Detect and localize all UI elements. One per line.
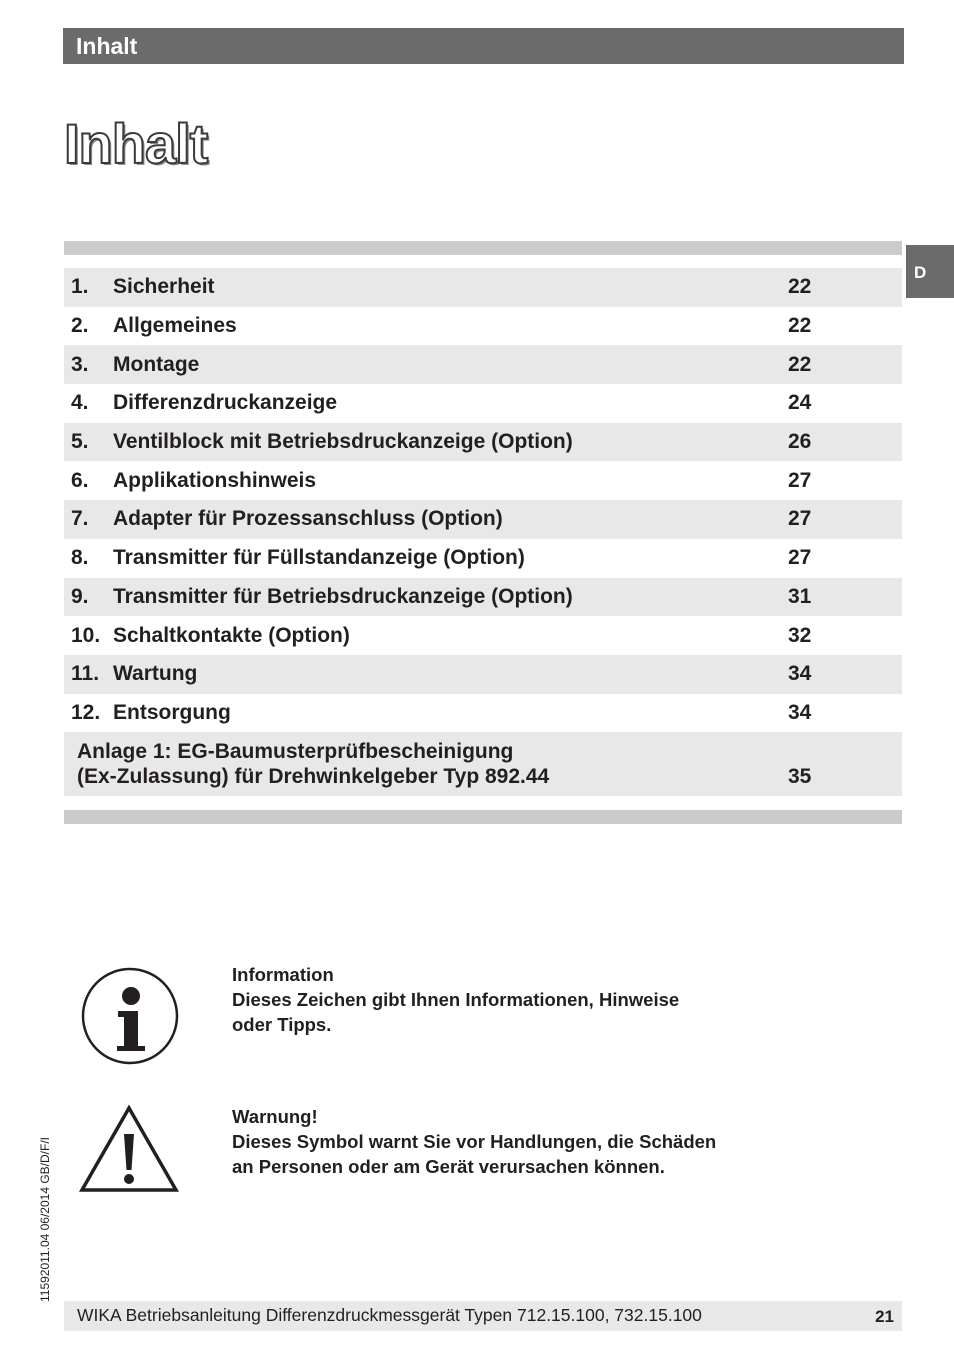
toc-title: Wartung: [113, 662, 198, 686]
toc-row[interactable]: [64, 655, 902, 694]
toc-page: 27: [788, 546, 812, 570]
warning-text-line2: an Personen oder am Gerät verursachen können.: [232, 1156, 665, 1177]
toc-row[interactable]: [64, 694, 902, 733]
toc-title: Adapter für Prozessanschluss (Option): [113, 507, 503, 531]
toc-page: 22: [788, 314, 812, 338]
warning-title: Warnung!: [232, 1106, 318, 1127]
toc-title: Applikationshinweis: [113, 468, 317, 492]
document-code: 11592011.04 06/2014 GB/D/F/I: [38, 1136, 52, 1302]
page-number: 21: [875, 1307, 894, 1326]
footer-text: WIKA Betriebsanleitung Differenzdruckmessgerät Typen 712.15.100, 732.15.100: [77, 1305, 702, 1325]
toc-number: 5.: [71, 430, 89, 454]
toc-title: Entsorgung: [113, 700, 231, 724]
toc-number: 2.: [71, 314, 89, 338]
toc-page: 27: [788, 507, 812, 531]
toc-row[interactable]: [64, 578, 902, 617]
toc-number: 11.: [71, 662, 100, 686]
info-notice: [232, 962, 679, 1037]
toc-row[interactable]: [64, 461, 902, 500]
toc-row[interactable]: [64, 616, 902, 655]
info-icon: [80, 966, 182, 1066]
toc-annex-row[interactable]: [64, 732, 902, 796]
toc-number: 7.: [71, 507, 89, 531]
toc-title: Transmitter für Füllstandanzeige (Option): [113, 546, 525, 570]
language-tab-label: D: [914, 263, 927, 282]
toc-title: Montage: [113, 352, 200, 376]
toc-number: 8.: [71, 546, 89, 570]
toc-row[interactable]: [64, 345, 902, 384]
toc-row[interactable]: [64, 307, 902, 346]
toc-row[interactable]: [64, 423, 902, 462]
toc-top-rule: [64, 241, 902, 255]
toc-number: 9.: [71, 584, 89, 608]
toc-number: 1.: [71, 275, 89, 299]
info-text-line1: Dieses Zeichen gibt Ihnen Informationen, Hinweise: [232, 989, 680, 1010]
toc-title: Differenzdruckanzeige: [113, 391, 338, 415]
toc-page: 31: [788, 584, 812, 608]
toc-page: 26: [788, 430, 812, 454]
page-title: Inhalt: [64, 112, 208, 175]
toc-page: 32: [788, 623, 812, 647]
warning-text-line1: Dieses Symbol warnt Sie vor Handlungen, die Schäden: [232, 1131, 717, 1152]
toc-row[interactable]: [64, 539, 902, 578]
toc-title: Transmitter für Betriebsdruckanzeige (Option): [113, 584, 573, 608]
toc-page: 24: [788, 391, 812, 415]
toc-title: Schaltkontakte (Option): [113, 623, 350, 647]
toc-title: Allgemeines: [113, 314, 237, 338]
toc-number: 6.: [71, 468, 89, 492]
toc-page: 34: [788, 700, 812, 724]
language-tab[interactable]: [906, 245, 954, 298]
toc-page: 22: [788, 275, 812, 299]
info-title: Information: [232, 964, 334, 985]
toc-annex-title-line2: (Ex-Zulassung) für Drehwinkelgeber Typ 892.44: [77, 765, 550, 789]
info-text-line2: oder Tipps.: [232, 1014, 332, 1035]
toc-page: 34: [788, 662, 812, 686]
toc-page: 27: [788, 468, 812, 492]
toc-annex-title-line1: Anlage 1: EG-Baumusterprüfbescheinigung: [77, 740, 514, 764]
header-bar: [63, 28, 904, 64]
toc-bottom-rule: [64, 810, 902, 824]
warning-notice: [232, 1104, 716, 1179]
footer: [64, 1301, 902, 1331]
toc-title: Ventilblock mit Betriebsdruckanzeige (Option): [113, 430, 573, 454]
toc-number: 4.: [71, 391, 89, 415]
toc-annex-page: 35: [788, 765, 812, 789]
toc-row[interactable]: [64, 500, 902, 539]
toc-page: 22: [788, 352, 812, 376]
header-label: Inhalt: [76, 33, 138, 59]
toc-row[interactable]: [64, 268, 902, 307]
toc-number: 10.: [71, 623, 101, 647]
table-of-contents: [64, 268, 902, 796]
toc-title: Sicherheit: [113, 275, 215, 299]
toc-number: 12.: [71, 700, 101, 724]
toc-row[interactable]: [64, 384, 902, 423]
warning-icon: [78, 1104, 180, 1194]
toc-number: 3.: [71, 352, 89, 376]
